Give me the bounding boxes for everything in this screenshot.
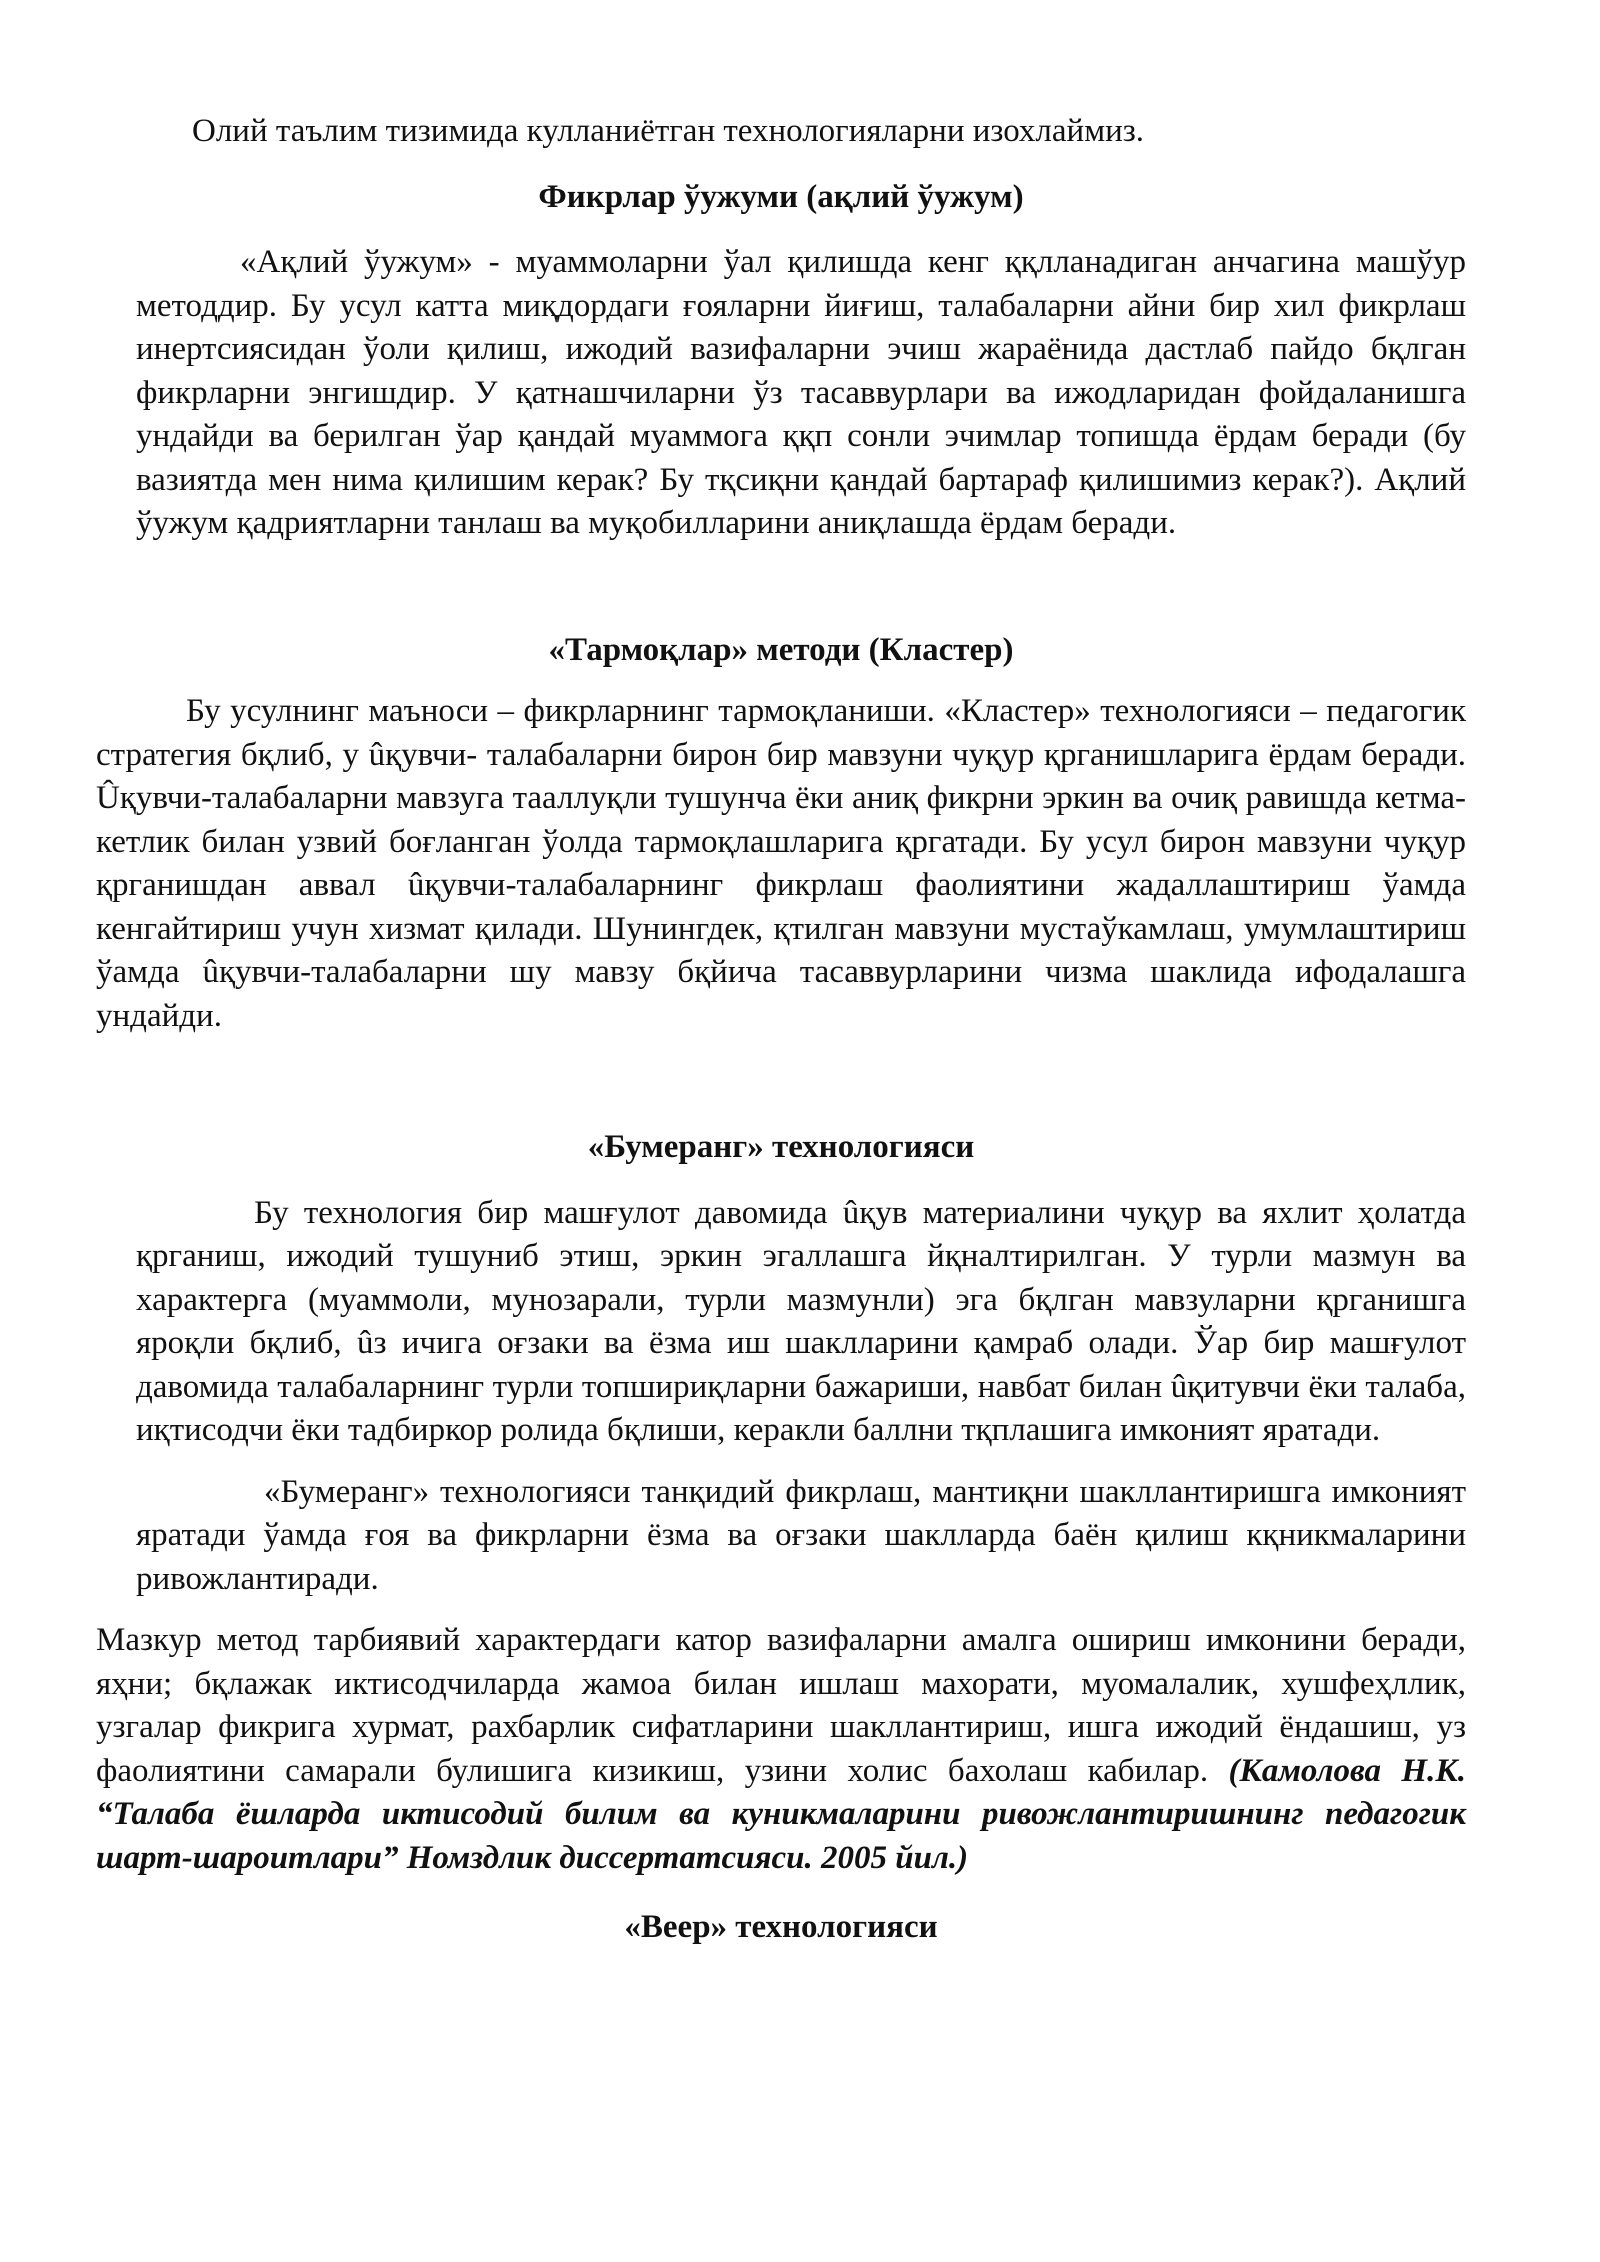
heading-fan: «Веер» технологияси [624, 1909, 938, 1945]
paragraph-cluster: Бу усулнинг маъноси – фикрларнинг тармоқланиши. «Кластер» технологияси – педагогик стратегия бқлиб, у ûқувчи- талабаларни бирон бир мавзуни чуқур қрганишларига ёрдам беради. Ûқувчи-талабаларни мавзуга тааллуқли тушунча ёки аниқ фикрни эркин ва очиқ равишда кетма-кетлик билан узвий боғланган ўолда тармоқлашларига қргатади. Бу усул бирон мавзуни чуқур қрганишдан аввал ûқувчи-талабаларнинг фикрлаш фаолиятини жадаллаштириш ўамда кенгайтириш учун хизмат қилади. Шунингдек, қтилган мавзуни мустаўкамлаш, умумлаштириш ўамда ûқувчи-талабаларни шу мавзу бқйича тасаввурларини чизма шаклида ифодалашга ундайди. [96, 693, 1466, 1034]
paragraph-brainstorm: «Ақлий ўужум» - муаммоларни ўал қилишда кенг ққлланадиган анчагина машўур методдир. Бу усул катта миқдордаги ғояларни йиғиш, талабаларни айни бир хил фикрлаш инертсиясидан ўоли қилиш, ижодий вазифаларни эчиш жараёнида дастлаб пайдо бқлган фикрларни энгишдир. У қатнашчиларни ўз тасаввурлари ва ижодларидан фойдаланишга ундайди ва берилган ўар қандай муаммога ққп сонли эчимлар топишда ёрдам беради (бу вазиятда мен нима қилишим керак? Бу тқсиқни қандай бартараф қилишимиз керак?). Ақлий ўужум қадриятларни танлаш ва муқобилларини аниқлашда ёрдам беради. [136, 244, 1466, 541]
paragraph-boomerang-1: Бу технология бир машғулот давомида ûқув материалини чуқур ва яхлит ҳолатда қрганиш, ижодий тушуниб этиш, эркин эгаллашга йқналтирилган. У турли мазмун ва характерга (муаммоли, мунозарали, турли мазмунли) эга бқлган мавзуларни қрганишга яроқли бқлиб, ûз ичига оғзаки ва ёзма иш шаклларини қамраб олади. Ўар бир машғулот давомида талабаларнинг турли топшириқларни бажариши, навбат билан ûқитувчи ёки талаба, иқтисодчи ёки тадбиркор ролида бқлиши, керакли баллни тқплашига имконият яратади. [136, 1194, 1466, 1448]
citation: (Камолова Н.К. “Талаба ёшларда иктисодий билим ва куникмаларини ривожлантиришнинг педагогик шарт-шароитлари” Номздлик диссертатсияси. 2005 йил.) [96, 1752, 1466, 1876]
heading-boomerang: «Бумеранг» технологияси [587, 1129, 975, 1165]
paragraph-boomerang-3 [96, 1619, 1466, 1880]
heading-cluster: «Тармоқлар» методи (Кластер) [548, 631, 1014, 668]
paragraph-boomerang-2: «Бумеранг» технологияси танқидий фикрлаш, мантиқни шакллантиришга имконият яратади ўамда ғоя ва фикрларни ёзма ва оғзаки шаклларда баён қилиш кқникмаларини ривожлантиради. [136, 1473, 1466, 1597]
paragraph-boomerang-3-text: Мазкур метод тарбиявий характердаги катор вазифаларни амалга ошириш имконини беради, яҳни; бқлажак иктисодчиларда жамоа билан ишлаш махорати, муомалалик, хушфеҳллик, узгалар фикрига хурмат, рахбарлик сифатларини шакллантириш, ишга ижодий ёндашиш, уз фаолиятини самарали булишига кизикиш, узини холис бахолаш кабилар. [96, 1622, 1466, 1789]
intro-line: Олий таълим тизимида кулланиётган технологияларни изохлаймиз. [192, 113, 1145, 149]
heading-brainstorm: Фикрлар ўужуми (ақлий ўужум) [538, 178, 1024, 215]
document-page [96, 110, 1466, 1950]
